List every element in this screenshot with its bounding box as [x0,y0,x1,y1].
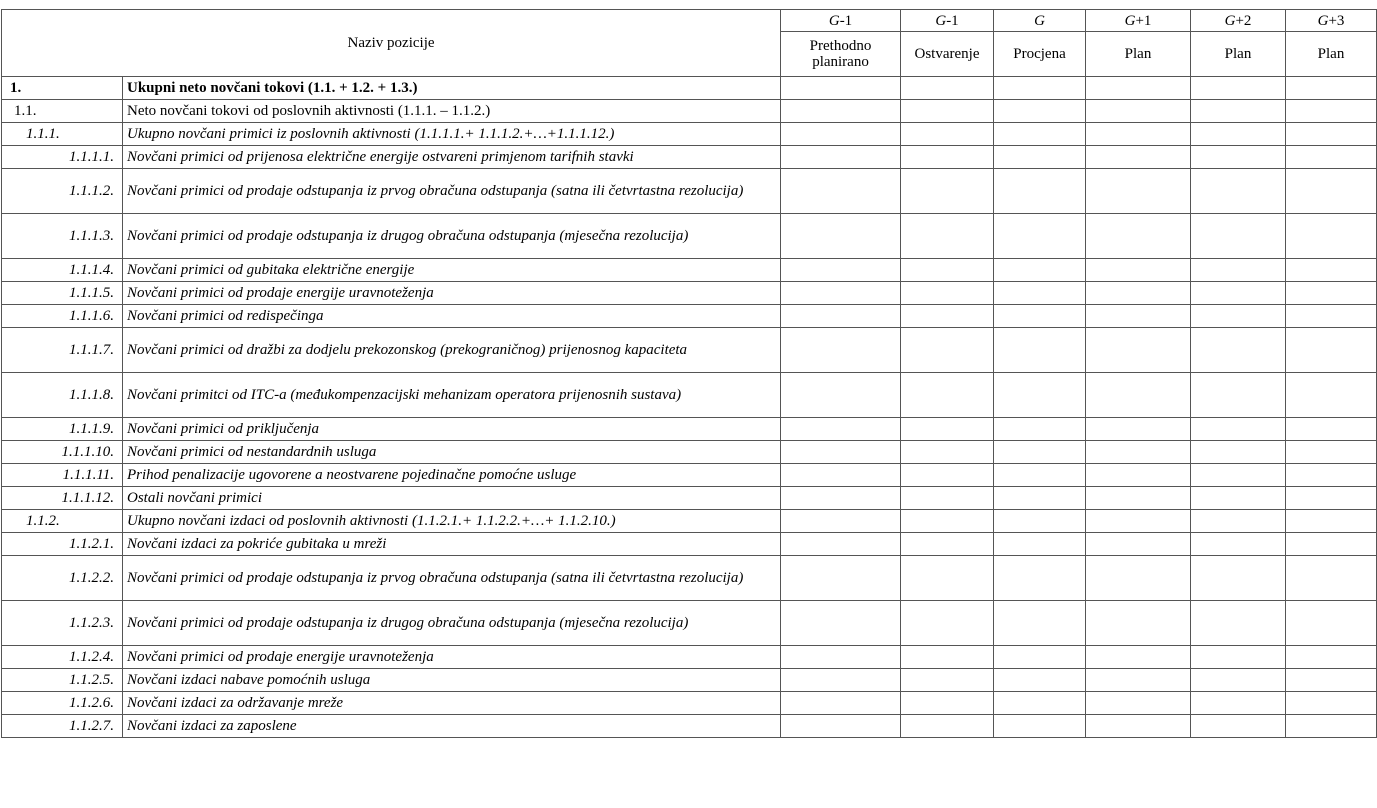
period-prefix: G [828,12,840,29]
table-row [2,77,1377,100]
value-cell[interactable] [994,77,1086,100]
value-cell[interactable] [901,146,994,169]
value-cell[interactable] [901,169,994,214]
row-name: Novčani primici od redispečinga [123,305,781,328]
value-cell[interactable] [1086,123,1191,146]
value-cell[interactable] [1286,259,1377,282]
value-cell[interactable] [1086,669,1191,692]
value-cell[interactable] [901,692,994,715]
header-label-1: Ostvarenje [901,32,994,77]
row-name: Ostali novčani primici [123,487,781,510]
value-cell[interactable] [781,441,901,464]
value-cell[interactable] [1286,100,1377,123]
value-cell[interactable] [1286,464,1377,487]
period-suffix: +3 [1328,12,1345,29]
period-prefix: G [1224,12,1236,29]
row-name: Novčani izdaci za održavanje mreže [123,692,781,715]
value-cell[interactable] [1191,214,1286,259]
header-period-3 [1086,10,1191,32]
value-cell[interactable] [901,646,994,669]
table-row [2,464,1377,487]
table-row [2,487,1377,510]
value-cell[interactable] [994,305,1086,328]
value-cell[interactable] [781,533,901,556]
row-number: 1.1.1.7. [2,328,123,373]
row-number: 1.1.2.1. [2,533,123,556]
value-cell[interactable] [1191,510,1286,533]
value-cell[interactable] [1191,669,1286,692]
period-suffix: +2 [1235,12,1252,29]
row-name: Novčani izdaci za pokriće gubitaka u mreži [123,533,781,556]
value-cell[interactable] [1191,146,1286,169]
table-row [2,418,1377,441]
row-name: Novčani izdaci nabave pomoćnih usluga [123,669,781,692]
value-cell[interactable] [901,533,994,556]
value-cell[interactable] [901,487,994,510]
value-cell[interactable] [781,123,901,146]
value-cell[interactable] [1086,601,1191,646]
table-row [2,305,1377,328]
value-cell[interactable] [994,556,1086,601]
value-cell[interactable] [1286,646,1377,669]
period-suffix: +1 [1135,12,1152,29]
header-label-2: Procjena [994,32,1086,77]
table-row [2,669,1377,692]
value-cell[interactable] [1191,441,1286,464]
value-cell[interactable] [1286,669,1377,692]
value-cell[interactable] [1191,305,1286,328]
value-cell[interactable] [1286,510,1377,533]
value-cell[interactable] [901,510,994,533]
row-name: Novčani primici od prijenosa električne energije ostvareni primjenom tarifnih stavki [123,146,781,169]
value-cell[interactable] [781,282,901,305]
value-cell[interactable] [1286,441,1377,464]
value-cell[interactable] [1086,715,1191,738]
row-number: 1.1.1.3. [2,214,123,259]
value-cell[interactable] [781,510,901,533]
value-cell[interactable] [1191,123,1286,146]
period-prefix: G [1317,12,1329,29]
value-cell[interactable] [994,373,1086,418]
row-number: 1.1.1.10. [2,441,123,464]
value-cell[interactable] [1086,100,1191,123]
value-cell[interactable] [901,77,994,100]
value-cell[interactable] [781,169,901,214]
value-cell[interactable] [994,601,1086,646]
value-cell[interactable] [901,669,994,692]
value-cell[interactable] [1086,169,1191,214]
row-name: Novčani primici od prodaje odstupanja iz drugog obračuna odstupanja (mjesečna rezolucija) [123,601,781,646]
row-number: 1.1.2.3. [2,601,123,646]
value-cell[interactable] [901,556,994,601]
table-row [2,692,1377,715]
row-number: 1.1.2.6. [2,692,123,715]
value-cell[interactable] [1191,715,1286,738]
value-cell[interactable] [994,669,1086,692]
row-name: Novčani primici od prodaje odstupanja iz drugog obračuna odstupanja (mjesečna rezolucija) [123,214,781,259]
value-cell[interactable] [1191,169,1286,214]
value-cell[interactable] [1086,328,1191,373]
value-cell[interactable] [1286,169,1377,214]
value-cell[interactable] [1086,146,1191,169]
value-cell[interactable] [1191,556,1286,601]
row-number: 1.1.2.2. [2,556,123,601]
value-cell[interactable] [994,169,1086,214]
value-cell[interactable] [781,646,901,669]
value-cell[interactable] [1086,214,1191,259]
row-name: Novčani primitci od ITC-a (međukompenzacijski mehanizam operatora prijenosnih sustava) [123,373,781,418]
value-cell[interactable] [994,510,1086,533]
value-cell[interactable] [1086,487,1191,510]
value-cell[interactable] [1191,328,1286,373]
row-number: 1.1.1.12. [2,487,123,510]
table-row [2,214,1377,259]
value-cell[interactable] [1191,77,1286,100]
value-cell[interactable] [901,282,994,305]
row-name: Novčani primici od gubitaka električne energije [123,259,781,282]
value-cell[interactable] [1191,100,1286,123]
row-number: 1.1.1.8. [2,373,123,418]
value-cell[interactable] [781,556,901,601]
value-cell[interactable] [1191,692,1286,715]
table-row [2,533,1377,556]
row-number: 1.1.1.9. [2,418,123,441]
value-cell[interactable] [781,669,901,692]
value-cell[interactable] [781,487,901,510]
table-row [2,259,1377,282]
row-number: 1.1.2.5. [2,669,123,692]
row-number: 1.1.1.2. [2,169,123,214]
value-cell[interactable] [901,418,994,441]
table-row [2,646,1377,669]
period-prefix: G [935,12,947,29]
value-cell[interactable] [781,305,901,328]
row-name: Novčani izdaci za zaposlene [123,715,781,738]
value-cell[interactable] [1086,441,1191,464]
value-cell[interactable] [901,259,994,282]
value-cell[interactable] [1286,214,1377,259]
table-row [2,282,1377,305]
row-name: Ukupni neto novčani tokovi (1.1. + 1.2. + 1.3.) [123,77,781,100]
value-cell[interactable] [1191,487,1286,510]
value-cell[interactable] [781,214,901,259]
table-row [2,123,1377,146]
value-cell[interactable] [1086,282,1191,305]
value-cell[interactable] [994,533,1086,556]
value-cell[interactable] [1191,373,1286,418]
value-cell[interactable] [1286,418,1377,441]
value-cell[interactable] [994,441,1086,464]
header-period-5 [1286,10,1377,32]
header-item-name: Naziv pozicije [2,10,781,77]
value-cell[interactable] [901,305,994,328]
row-number: 1.1.2.7. [2,715,123,738]
row-number: 1.1.1.1. [2,146,123,169]
value-cell[interactable] [1191,282,1286,305]
header-label-3: Plan [1086,32,1191,77]
cash-flow-table [1,9,1377,738]
value-cell[interactable] [1191,601,1286,646]
value-cell[interactable] [994,146,1086,169]
table-row [2,441,1377,464]
value-cell[interactable] [781,692,901,715]
value-cell[interactable] [901,214,994,259]
row-number: 1.1.1.6. [2,305,123,328]
header-row-periods [2,10,1377,32]
value-cell[interactable] [1286,123,1377,146]
row-name: Novčani primici od prodaje odstupanja iz prvog obračuna odstupanja (satna ili četvrtastna rezolucija) [123,556,781,601]
value-cell[interactable] [1086,77,1191,100]
period-prefix: G [1124,12,1136,29]
value-cell[interactable] [1191,464,1286,487]
header-period-2 [994,10,1086,32]
value-cell[interactable] [1286,146,1377,169]
period-suffix: -1 [946,12,959,29]
value-cell[interactable] [1086,692,1191,715]
value-cell[interactable] [1286,487,1377,510]
value-cell[interactable] [1086,259,1191,282]
value-cell[interactable] [1191,533,1286,556]
table-row [2,146,1377,169]
row-name: Novčani primici od prodaje energije uravnoteženja [123,282,781,305]
value-cell[interactable] [1086,556,1191,601]
row-number: 1. [2,77,123,100]
value-cell[interactable] [1086,418,1191,441]
value-cell[interactable] [781,100,901,123]
value-cell[interactable] [1286,77,1377,100]
value-cell[interactable] [781,715,901,738]
value-cell[interactable] [994,282,1086,305]
row-name: Neto novčani tokovi od poslovnih aktivnosti (1.1.1. – 1.1.2.) [123,100,781,123]
value-cell[interactable] [781,77,901,100]
row-name: Ukupno novčani primici iz poslovnih aktivnosti (1.1.1.1.+ 1.1.1.2.+…+1.1.1.12.) [123,123,781,146]
value-cell[interactable] [901,601,994,646]
value-cell[interactable] [994,692,1086,715]
row-number: 1.1.1.4. [2,259,123,282]
value-cell[interactable] [1191,646,1286,669]
header-label-5: Plan [1286,32,1377,77]
table-row [2,510,1377,533]
header-label-4: Plan [1191,32,1286,77]
row-name: Novčani primici od priključenja [123,418,781,441]
value-cell[interactable] [994,100,1086,123]
value-cell[interactable] [781,418,901,441]
row-number: 1.1. [2,100,123,123]
value-cell[interactable] [994,259,1086,282]
value-cell[interactable] [1286,692,1377,715]
row-number: 1.1.1.11. [2,464,123,487]
value-cell[interactable] [781,328,901,373]
row-name: Novčani primici od nestandardnih usluga [123,441,781,464]
row-number: 1.1.1.5. [2,282,123,305]
value-cell[interactable] [901,100,994,123]
value-cell[interactable] [781,146,901,169]
value-cell[interactable] [994,418,1086,441]
row-name: Novčani primici od prodaje energije uravnoteženja [123,646,781,669]
value-cell[interactable] [1286,305,1377,328]
value-cell[interactable] [994,214,1086,259]
table-row [2,556,1377,601]
header-period-0 [781,10,901,32]
period-prefix: G [1034,12,1045,29]
table-row [2,373,1377,418]
row-name: Ukupno novčani izdaci od poslovnih aktivnosti (1.1.2.1.+ 1.1.2.2.+…+ 1.1.2.10.) [123,510,781,533]
value-cell[interactable] [1286,556,1377,601]
value-cell[interactable] [1286,715,1377,738]
value-cell[interactable] [1286,533,1377,556]
value-cell[interactable] [994,328,1086,373]
value-cell[interactable] [781,259,901,282]
value-cell[interactable] [1086,464,1191,487]
period-suffix: -1 [839,12,853,29]
value-cell[interactable] [901,123,994,146]
value-cell[interactable] [1286,282,1377,305]
value-cell[interactable] [994,464,1086,487]
value-cell[interactable] [994,123,1086,146]
table-row [2,715,1377,738]
header-period-1 [901,10,994,32]
header-label-0: Prethodno planirano [781,32,901,77]
value-cell[interactable] [901,373,994,418]
value-cell[interactable] [901,328,994,373]
value-cell[interactable] [1286,601,1377,646]
value-cell[interactable] [994,487,1086,510]
table-row [2,169,1377,214]
value-cell[interactable] [901,464,994,487]
value-cell[interactable] [1191,418,1286,441]
row-number: 1.1.2. [2,510,123,533]
row-name: Prihod penalizacije ugovorene a neostvarene pojedinačne pomoćne usluge [123,464,781,487]
value-cell[interactable] [1191,259,1286,282]
row-name: Novčani primici od dražbi za dodjelu prekozonskog (prekograničnog) prijenosnog kapaciteta [123,328,781,373]
value-cell[interactable] [781,601,901,646]
table-row [2,328,1377,373]
value-cell[interactable] [994,646,1086,669]
value-cell[interactable] [1086,373,1191,418]
value-cell[interactable] [781,464,901,487]
value-cell[interactable] [1286,373,1377,418]
value-cell[interactable] [901,715,994,738]
table-row [2,100,1377,123]
value-cell[interactable] [1286,328,1377,373]
row-number: 1.1.2.4. [2,646,123,669]
header-period-4 [1191,10,1286,32]
value-cell[interactable] [1086,305,1191,328]
row-number: 1.1.1. [2,123,123,146]
value-cell[interactable] [781,373,901,418]
value-cell[interactable] [1086,646,1191,669]
table-row [2,601,1377,646]
value-cell[interactable] [1086,533,1191,556]
value-cell[interactable] [1086,510,1191,533]
row-name: Novčani primici od prodaje odstupanja iz prvog obračuna odstupanja (satna ili četvrtastna rezolucija) [123,169,781,214]
value-cell[interactable] [994,715,1086,738]
value-cell[interactable] [901,441,994,464]
